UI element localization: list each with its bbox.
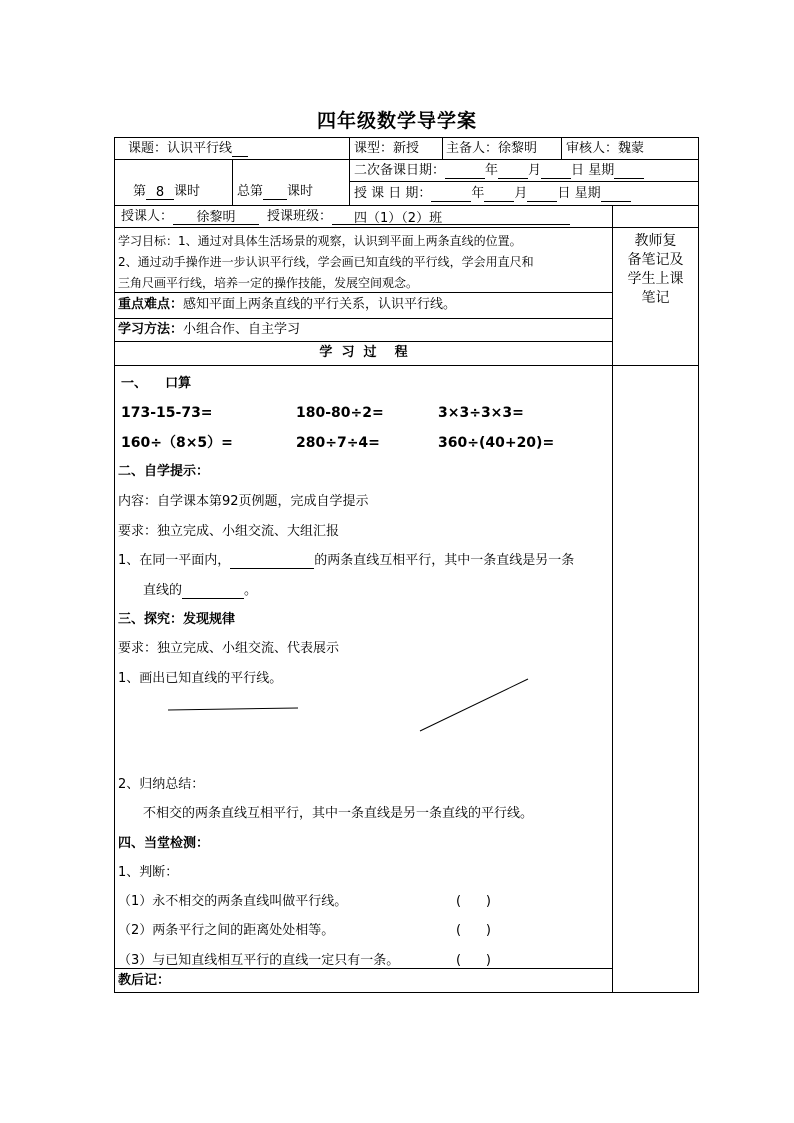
process-title: 学 习 过 程 [319, 345, 408, 360]
topic-label: 课题：认识平行线 [128, 141, 248, 157]
judge-item-1: （1）永不相交的两条直线叫做平行线。 [118, 894, 348, 909]
judge-item-3: （3）与已知直线相互平行的直线一定只有一条。 [118, 953, 400, 968]
sec2-content: 内容：自学课本第92页例题，完成自学提示 [118, 494, 369, 509]
given-line-slanted [420, 679, 528, 731]
sec1-title: 一、 口算 [121, 376, 192, 391]
sec2-title: 二、自学提示： [118, 464, 210, 479]
after-class-note: 教后记： [118, 973, 171, 988]
second-prep-date: 二次备课日期： 年 月 日 星期 [354, 163, 644, 179]
sec3-question-2: 2、归纳总结： [118, 777, 205, 792]
teacher-name: 徐黎明 [173, 210, 259, 225]
total-lesson: 总第 课时 [237, 184, 314, 199]
judge-item-2: （2）两条平行之间的距离处处相等。 [118, 923, 335, 938]
sec4-judge: 1、判断： [118, 865, 179, 880]
sec2-question-1: 1、在同一平面内， 的两条直线互相平行，其中一条直线是另一条 [118, 553, 575, 568]
sec3-title: 三、探究：发现规律 [118, 612, 236, 627]
page-title: 四年级数学导学案 [316, 110, 477, 132]
lesson-number: 第 8 课时 [133, 184, 201, 200]
sec3-summary: 不相交的两条直线互相平行，其中一条直线是另一条直线的平行线。 [143, 806, 534, 821]
calc-5: 280÷7÷4= [296, 435, 380, 451]
lesson-number-value: 8 [146, 185, 174, 200]
sec2-question-1-cont: 直线的 。 [143, 583, 258, 598]
author: 主备人：徐黎明 [446, 141, 538, 156]
calc-2: 180-80÷2= [296, 405, 384, 421]
sec3-requirement: 要求：独立完成、小组交流、代表展示 [118, 641, 340, 656]
judge-answer-3[interactable]: ( ) [456, 953, 491, 968]
calc-4: 160÷（8×5）= [121, 435, 233, 451]
given-lines-figure [160, 670, 540, 740]
class-value: 四（1）（2）班 [332, 211, 570, 225]
goals-line-1: 学习目标：1、通过对具体生活场景的观察，认识到平面上两条直线的位置。 [118, 234, 522, 248]
teacher-row: 授课人： 徐黎明 授课班级： 四（1）（2）班 [121, 209, 570, 225]
sec2-requirement: 要求：独立完成、小组交流、大组汇报 [118, 524, 340, 539]
judge-answer-1[interactable]: ( ) [456, 894, 491, 909]
lesson-type: 课型：新授 [354, 141, 420, 156]
teach-date: 授 课 日 期： 年 月 日 星期 [354, 186, 631, 202]
learning-method: 学习方法：小组合作、自主学习 [118, 322, 301, 337]
goals-line-2: 2、通过动手操作进一步认识平行线，学会画已知直线的平行线，学会用直尺和 [118, 255, 534, 269]
sec3-question-1: 1、画出已知直线的平行线。 [118, 671, 283, 686]
goals-line-3: 三角尺画平行线，培养一定的操作技能，发展空间观念。 [118, 276, 419, 290]
judge-answer-2[interactable]: ( ) [456, 923, 491, 938]
side-note: 教师复 备笔记及 学生上课 笔记 [627, 233, 684, 306]
given-line-horizontal [168, 708, 298, 710]
calc-3: 3×3÷3×3= [438, 405, 524, 421]
sec4-title: 四、当堂检测： [118, 836, 210, 851]
key-points: 重点难点：感知平面上两条直线的平行关系，认识平行线。 [118, 297, 457, 312]
calc-6: 360÷(40+20)= [438, 435, 555, 451]
calc-1: 173-15-73= [121, 405, 213, 421]
reviewer: 审核人：魏蒙 [566, 141, 645, 156]
